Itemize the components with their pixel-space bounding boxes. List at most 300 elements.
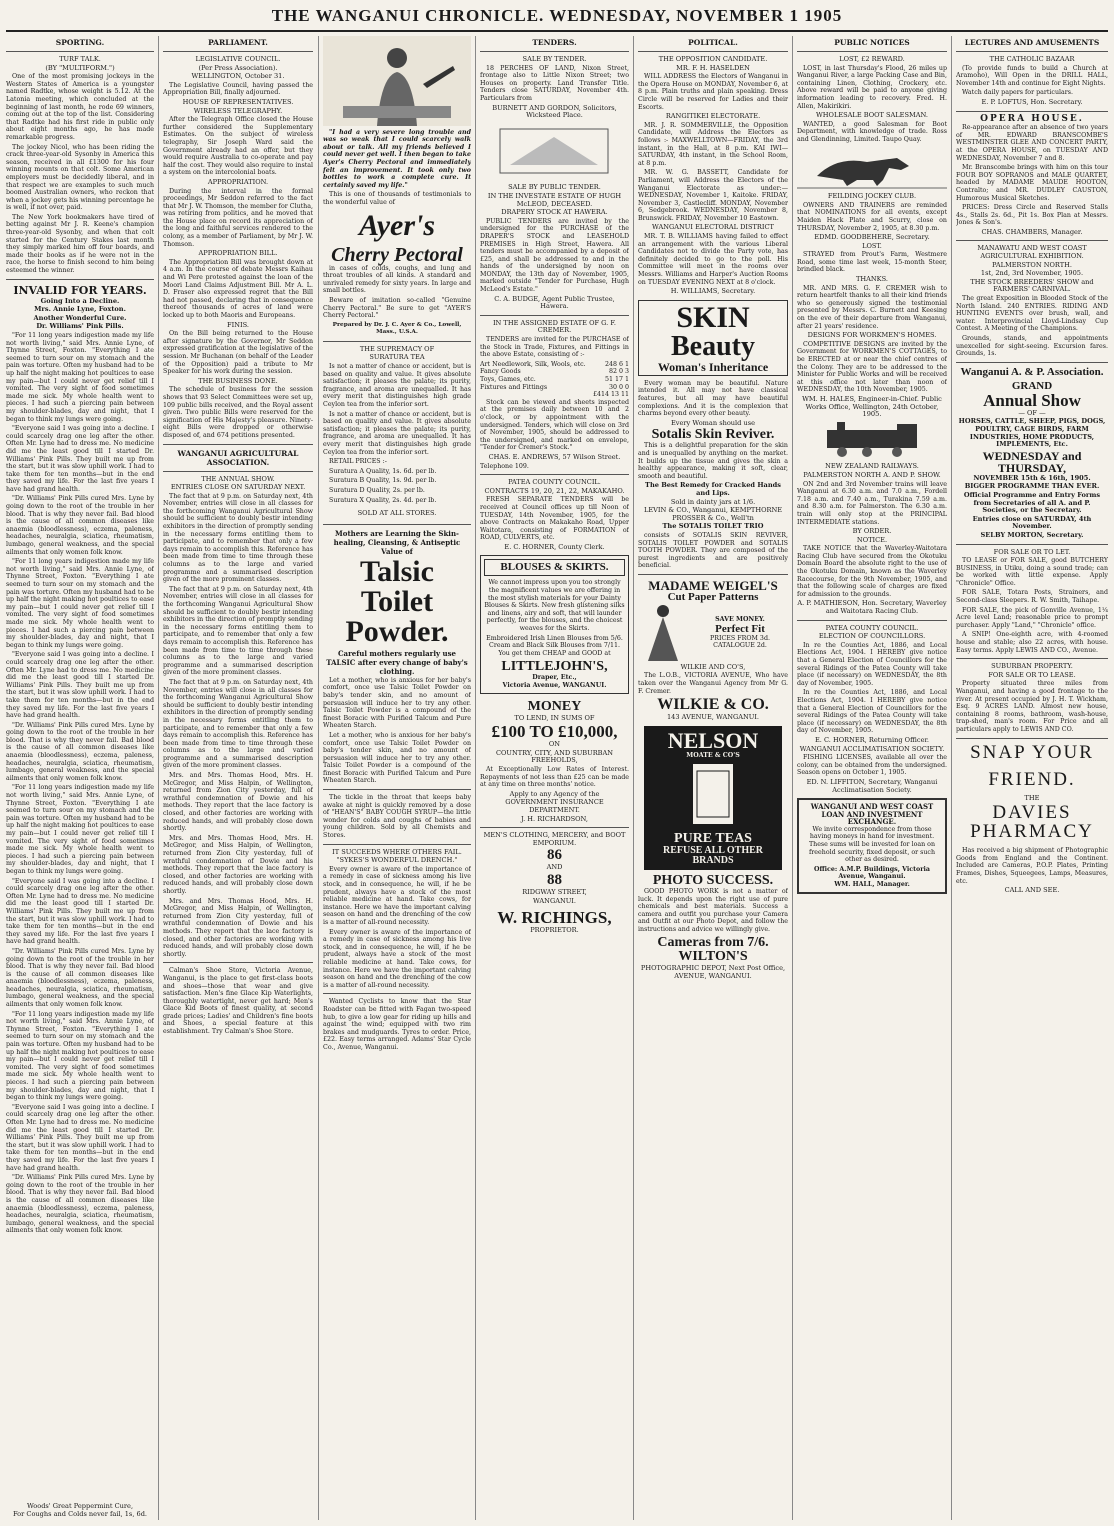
paragraph: Re-appearance after an absence of two years of MR. EDWARD BRANSCOMBE'S WESTMINSTER GLEE AND CONCERT PARTY, at the OPERA HOUSE, on TUESDAY AND WEDNESDAY, November 7 and 8. [956,124,1108,162]
ad-subtitle: Cut Paper Patterns [667,590,759,603]
paragraph: Beware of imitation so-called "Genuine Cherry Pectoral." Be sure to get "AYER'S Cherry Pectoral." [323,296,471,320]
subheading: WHOLESALE BOOT SALESMAN. [816,111,928,120]
loan-exchange-ad [797,798,947,894]
masthead: THE WANGANUI CHRONICLE. WEDNESDAY, NOVEMBER 1 1905 [271,6,843,25]
signature: SELBY MORTON, Secretary. [980,530,1084,539]
paragraph: Is not a matter of chance or accident, but is based on quality and value. It gives absolute satisfaction; it pleases the palate; its purity, fragrance, and aroma are unequalled. It has every merit that distinguishes high grade Ceylon tea from the inferior sort. [323,363,471,409]
ad-line: Office: A.M.P. Buildings, Victoria Avenue, Wanganui. [813,865,930,881]
subheading: Sold in dainty jars at 1/6. [670,497,756,506]
subheading: THE STOCK BREEDERS' SHOW and FARMERS' CARNIVAL. [970,277,1094,294]
brand-name: Toilet [360,584,434,618]
divider [323,844,471,845]
paragraph: FOR SALE, the pick of Gonville Avenue, 1¼ Acre level Land; reasonable price to prompt purchaser. Apply "Land," "Chronicle" office. [956,606,1108,629]
shop-name: LITTLEJOHN'S, [501,659,608,675]
paragraph: (To provide funds to build a Church at Aramoho), Will Open in the DRILL HALL, November 14th and continue for Eight Nights. [956,64,1108,87]
subheading: COUNTRY, CITY, AND SUBURBAN FREEHOLDS, [495,748,614,765]
paragraph: Let a mother, who is anxious for her baby's comfort, once use Talsic Toilet Powder on baby's tender skin, and no amount of persuasion will induce her to try any other. Talsic Toilet Powder is a compound of the finest Boracic with Purified Talcum and Pure Wheaten Starch. [323,731,471,785]
subheading: WANGANUI ACCLIMATISATION SOCIETY. [799,744,945,753]
divider [163,471,313,472]
divider [956,544,1108,545]
paragraph: The fact that at 9 p.m. on Saturday next, 4th November, entries will close in all classes for the forthcoming Wanganui Agricultural Show should be sufficient to doubly bestir intending exhibitors in the direction of promptly sending in the necessary forms entitling them to participate, and to remember that only a few days remain to accomplish this. Reference has been made from time to time through these columns as to the large and varied programme and a summarised description given of the more prominent classes. [163,678,313,770]
paragraph: Embroidered Irish Linen Blouses from 5/6. Cream and Black Silk Blouses from 7/11. You get them CHEAP and GOOD at [486,634,623,657]
skin-ad [638,300,788,376]
subheading: AND [546,863,563,872]
ad-subtitle: Dr. Williams' Pink Pills. [36,322,124,331]
subheading: BIGGER PROGRAMME THAN EVER. [964,482,1100,491]
divider [956,51,1108,52]
price-line: Suratura B Quality, 1s. 9d. per lb. [329,477,437,485]
shop-name: DAVIES [992,802,1072,824]
subheading: Apply to any Agency of the [509,789,600,798]
subheading: PALMERSTON NORTH. [992,260,1072,269]
subheading: DRAPERY STOCK AT HAWERA. [501,208,608,217]
subheading: PALMERSTON NORTH A. AND P. SHOW. [803,470,941,479]
brand-name: Ayer's [358,208,436,242]
subheading: LEGISLATIVE COUNCIL. [195,55,281,63]
blouses-ad [480,555,629,693]
ad-line: Perfect Fit [715,622,765,635]
subheading: IN THE ASSIGNED ESTATE OF G. F. CREMER. [492,318,617,335]
paragraph: TENDERS are invited for the PURCHASE of the Stock in Trade, Fixtures, and Fittings in the above Estate, consisting of :- [480,336,629,359]
paragraph: A SNIP! One-eighth acre, with 4-roomed house and stable; also 22 acres, with house. Easy terms. Apply LEWIS AND CO., Avenue. [956,631,1108,654]
brand-name: Talsic [360,554,434,588]
paragraph: GOOD PHOTO WORK is not a matter of luck. It depends upon the right use of pure chemicals and best materials. Success a camera and outfit you purchase your Camera and Outfit at our Photo Depot, and follow the instructions and advice we willingly give. [638,888,788,933]
paragraph: WILL ADDRESS the Electors of Wanganui in the Opera House on MONDAY, November 6, at 8 p.m. Plain truths and plain speaking. Dress Circle will be reserved for Ladies and their Escorts. [638,73,788,111]
masthead-rule [6,30,1108,32]
ad-title: Wanganui A. & P. Association. [960,365,1104,378]
paragraph: Property situated three miles from Wanganui, and having a good frontage to the river. At present occupied by J. H. T. Wickham, Esq. 9 ACRES LAND. Almost new house, containing 8 rooms, bathroom, wash-house, trap-shed, man's room. For Price and all particulars apply to LEWIS AND CO. [956,680,1108,733]
ad-title: SNAP YOUR [970,741,1094,763]
divider [323,524,471,525]
subheading: MEN'S CLOTHING, MERCERY, and BOOT EMPORIUM. [483,831,626,847]
subheading: Entries close on SATURDAY, 4th November. [972,514,1092,531]
column-tenders [480,36,629,1520]
subheading: SOLD AT ALL STORES. [357,509,437,518]
paragraph: "Dr. Williams' Pink Pills cured Mrs. Lyne by going down to the root of the trouble in her blood. That is why they never fail. Bad blood is the cause of all common diseases like anaemia (bloodlessness), eczema, paleness, headaches, neuralgia, sciatica, rheumatism, lumbago, general weakness, and the special ailments that only women folk know. [6,947,154,1009]
dress-figure-icon [638,603,688,663]
ad-title: GRAND [1011,379,1053,392]
item-value: 51 17 1 [604,376,629,383]
ad-title: BLOUSES & SKIRTS. [484,559,625,576]
pattern-ad [638,603,788,663]
racehorse-illustration [797,146,947,190]
paragraph: MR. T. B. WILLIAMS having failed to effect an arrangement with the various Liberal Candidates not to divide the Party vote, has definitely decided to go to the poll. His Committee will meet in the rooms over Messrs. Williams and Harper's Auction Rooms on TUESDAY EVENING NEXT at 8 o'clock. [638,233,788,286]
subheading: SALE BY TENDER. [522,55,587,63]
article-title: TURF TALK. [59,55,101,63]
paragraph: Mrs. and Mrs. Thomas Hood, Mrs. H. McGregor, and Miss Halpin, of Wellington, returned from Zion City yesterday, full of wrathful condemnation of Dowie and his methods. They report that the lace factory is closed, and other factories are working with reduced hands, and will probably close down shortly. [163,897,313,958]
paragraph: "For 11 long years indigestion made my life not worth living," said Mrs. Annie Lyne, of Thynne Street, Foxton. "Everything I ate seemed to turn sour on my stomach and the pain was torture. Often my husband had to be up half the night making hot poultices to ease my pain—but I could never get relief till I vomited. The very sight of food sometimes made me sick. My whole health went to pieces. I had such a piercing pain between my shoulder-blades, day and night, that I began to think my lungs were going. [6,1010,154,1102]
subheading: SALE BY PUBLIC TENDER. [508,183,601,192]
paragraph: PRICES: Dress Circle and Reserved Stalls 4s., Stalls 2s. 6d., Pit 1s. Box Plan at Messrs. Jones & Son's. [956,204,1108,227]
subheading: DESIGNS FOR WORKMEN'S HOMES. [807,331,937,340]
subheading: RANGITIKEI ELECTORATE. [665,112,761,121]
paragraph: in cases of colds, coughs, and lung and throat troubles of all kinds. A standard and unrivaled remedy for sixty years. In large and small bottles. [323,264,471,295]
shop-name: PHARMACY [970,821,1094,843]
paragraph: The fact that at 9 p.m. on Saturday next, 4th November, entries will close in all classes for the forthcoming Wanganui Agricultural Show should be sufficient to doubly bestir intending exhibitors in the direction of promptly sending in the necessary forms entitling them to participate, and to remember that only a few days remain to accomplish this. Reference has been made from time to time through these columns as to the large and varied programme and a summarised description given of the more prominent classes. [163,492,313,584]
price-line: Suratura A Quality, 1s. 6d. per lb. [329,467,437,475]
proprietor-name: W. RICHINGS, [497,908,612,928]
table-row [480,361,629,369]
paragraph: Watch daily papers for particulars. [962,89,1074,97]
divider [480,51,629,52]
paragraph: Calman's Shoe Store, Victoria Avenue, Wanganui, is the place to get first-class boots and shoes—those that wear and give satisfaction. Men's fine Glace Kip Waterlights, thoroughly watertight, never get hard; Men's Glace Kid Boots of finest quality, at second grade prices; Ladies' and Children's fine boots and Shoes, a special feature at this establishment. Try Calman's Shoe Store. [163,967,313,1036]
signature: H. WILLIAMS, Secretary. [670,287,756,296]
paragraph: Stock can be viewed and sheets inspected at the premises daily between 10 and 2 o'clock, or by appointment with the undersigned. Tenders, which will close on 3rd of November, 1905, should be addressed to the undersigned, and marked on envelope, "Tender for Cremer's Stock." [480,398,629,452]
subheading: HORSES, CATTLE, SHEEP, PIGS, DOGS, POULTRY, CAGE BIRDS, FARM INDUSTRIES, HOME PRODUCTS, IMPLEMENTS, Etc. [958,417,1106,449]
subheading: THE CATHOLIC BAZAAR [989,55,1075,63]
paragraph: Is not a matter of chance or accident, but is based on quality and value. It gives absolute satisfaction; it pleases the palate; its purity, fragrance, and aroma are unequalled. It has every merit that distinguishes high grade Ceylon tea from the inferior sort. [323,410,471,456]
subheading: FEILDING JOCKEY CLUB. [827,192,917,201]
subheading: THE OPPOSITION CANDIDATE. [658,55,768,63]
column-divider [633,36,634,1520]
subheading: IN THE INVESTATE ESTATE OF HUGH McLEOD, DECEASED. [487,191,622,208]
signature: E. C. HORNER, County Clerk. [504,542,605,551]
table-row [480,384,629,392]
paragraph: PUBLIC TENDERS are invited by the undersigned for the PURCHASE of the DRAPER'S STOCK and LEASEHOLD PREMISES in High Street, Hawera. All tenders must be accompanied by a deposit of £25, and shall be addressed to and in the hands of the undersigned by noon on MONDAY, the 13th day of November, 1905, marked outside "Tender for Purchase, Hugh McLeod's Estate." [480,217,629,294]
paragraph: Every woman may be beautiful. Nature intended it. All may not have classical features, but all may have beautiful complexions. And it is the complexion that charms beyond every other beauty. [638,379,788,418]
paragraph: In re the Counties Act, 1886, and Local Elections Act, 1904. I HEREBY give notice that a General Election of Councillors for the several Ridings of the Patea County will take place (if necessary) on WEDNESDAY, the 8th day of November, 1905. [797,641,947,687]
money-heading: MONEY [527,698,582,714]
divider [956,738,1108,739]
section-heading: TENDERS. [532,38,577,47]
divider [638,574,788,575]
divider [323,993,471,994]
paragraph: TO LEASE or FOR SALE, good BUTCHERY BUSINESS, in Utiku, doing a sound trade; can be worked with little expense. Apply "Chronicle" Office. [956,557,1108,587]
section-heading: SPORTING. [55,38,105,47]
column-political [638,36,788,1520]
byline: (BY "MULTIFORM.") [45,63,115,72]
divider [163,962,313,963]
subheading: NOTICE. [856,535,888,544]
ad-subtitle: Going Into a Decline. [40,296,120,305]
brand-line: REFUSE ALL OTHER BRANDS [662,845,764,867]
subheading: The SOTALIS TOILET TRIO [662,522,764,531]
paragraph: consists of SOTALIS SKIN REVIVER, SOTALIS TOILET POWDER and SOTALIS TOOTH POWDER. They are composed of the purest ingredients and are positively beneficial. [638,531,788,570]
subheading: THE BUSINESS DONE. [198,376,278,385]
subheading: FINIS. [227,320,249,329]
footer-ad: For Coughs and Colds never fail, 1s, 6d. [12,1510,148,1519]
paragraph: The Legislative Council, having passed the Appropriation Bill, finally adjourned. [163,81,313,97]
paragraph: OWNERS AND TRAINERS are reminded that NOMINATIONS for all events, except Maiden Hack Plate and Scurry, close on THURSDAY, November 2, 1905, at 8.30 p.m. [797,201,947,232]
ad-line: SAVE MONEY. [715,615,765,623]
column-sporting [6,36,154,1520]
signature: CHAS. CHAMBERS, Manager. [981,227,1083,236]
ad-line: WM. HALL, Manager. [834,881,910,889]
subheading: ENTRIES CLOSE ON SATURDAY NEXT. [170,483,306,492]
signature: EDMD. GOODBEHERE, Secretary. [814,233,930,242]
paragraph: This is one of thousands of testimonials to the wonderful value of [323,191,471,206]
table-row [480,368,629,376]
table-total: £414 13 11 [592,391,629,399]
paragraph: COMPETITIVE DESIGNS are invited by the Government for WORKMEN'S COTTAGES, to be ERECTED at or near the chief centres of the Colony. They are to be addressed to the Minister for Public Works and will be received at this office not later than noon of WEDNESDAY, the 10th November, 1905. [797,340,947,394]
paragraph: Every owner is aware of the importance of a remedy in case of sickness among his live stock, and in consequence, he will, if he be prudent, always have a stock of the most reliable medicine at hand. Take cows, for instance. Here we have the important calving season on hand and the drenching of the cow is a matter of all-round necessity. [323,865,471,926]
divider [163,444,313,445]
table-row [480,376,629,384]
paragraph: Mrs. and Mrs. Thomas Hood, Mrs. H. McGregor, and Miss Halpin, of Wellington, returned from Zion City yesterday, full of wrathful condemnation of Dowie and his methods. They report that the lace factory is closed, and other factories are working with reduced hands, and will probably close down shortly. [163,772,313,833]
ad-title: SKIN [676,300,750,334]
ad-title: FRIEND. [988,768,1076,790]
column-parliament [163,36,313,1520]
paragraph: This is a delightful preparation for the skin and is unequalled by anything on the market. It builds up the tissue and gives the skin a healthy appearance, making it soft, clear, smooth and beautiful. [638,442,788,480]
divider [323,341,471,342]
divider [956,658,1108,659]
paragraph: Every owner is aware of the importance of a remedy in case of sickness among his live stock, and in consequence, he will, if he be prudent, always have a stock of the most reliable medicine at hand. Take cows, for instance. Here we have the important calving season on hand and the drenching of the cow is a matter of all-round necessity. [323,928,471,989]
paragraph: Grounds, stands, and appointments unexcelled for sight-seeing. Excursion fares. Grounds, 1s. [956,335,1108,358]
ad-title: Annual Show [983,390,1081,410]
paragraph: LOST, in last Thursday's Flood, 26 miles up Wanganui River, a large Packing Case and Bin, containing Linen, Clothing, Crockery, etc. Above reward will be paid to anyone giving information leading to recovery. Fred. H. Allen, Makirikiri. [797,64,947,110]
ad-subtitle: Mrs. Annie Lyne, Foxton. [34,305,126,314]
item-value: 82 0 3 [608,368,629,376]
signature: E. P. LOFTUS, Hon. Secretary. [981,97,1083,106]
subheading: LEVIN & CO., Wanganui, KEMPTHORNE PROSSER & Co., Well'tn [643,506,783,522]
subheading: WILKIE AND CO'S, [680,662,746,671]
divider [956,362,1108,363]
subheading: PROPRIETOR. [530,926,579,935]
locomotive-illustration [797,420,947,460]
subheading: J. H. RICHARDSON, [520,814,588,823]
paragraph: 18 PERCHES OF LAND, Nixon Street, frontage also to Little Nixon Street; two Houses on property. Land Transfer Title. Tenders close SATURDAY, November 4th. Particulars from [480,64,629,102]
divider [956,111,1108,112]
paragraph: We invite correspondence from those having moneys in hand for investment. These sums will be invested for loan on freehold security, fixed deposit, or such other as desired. [808,825,936,864]
item-value: 248 6 1 [604,360,629,368]
brand-name: NELSON [667,727,759,753]
subheading: TO LEND, IN SUMS OF [514,713,595,722]
item-label: Toys, Games, etc. [480,376,536,383]
preparer: Prepared by Dr. J. C. Ayer & Co., Lowell, Mass., U.S.A. [332,321,462,336]
item-label: Fancy Goods [480,368,521,376]
paragraph: Has received a big shipment of Photographic Goods from England and the Continent. Included are Cameras, P.O.P. Plates, Printing Frames, Dishes, Squeegees, Lamps, Measures, etc. [956,847,1108,885]
divider [797,51,947,52]
subheading: HOUSE OF REPRESENTATIVES. [182,97,294,106]
paragraph: "Everyone said I was going into a decline. I could scarcely drag one leg after the other. Often Mr. Lyne had to dress me. No medicine did me the least good till I started Dr. Williams' Pink Pills. They built me up from the start, but it was slow uphill work. I had to take them for ten months—but in the end they saved my life. For the last five years I have had grand health. [6,425,154,493]
ad-tagline: Careful mothers regularly use TALSIC after every change of baby's clothing. [326,648,468,676]
paragraph: In re the Counties Act, 1886, and Local Elections Act, 1904. I HEREBY give notice that a General Election of Councillors for the several Ridings of the Patea County will take place (if necessary) on WEDNESDAY, the 8th day of November, 1905. [797,689,947,735]
subheading: THE SUPREMACY OF [359,344,435,353]
subheading: ELECTION OF COUNCILLORS. [818,632,926,641]
paragraph: "Everyone said I was going into a decline. I could scarcely drag one leg after the other. Often Mr. Lyne had to dress me. No medicine did me the least good till I started Dr. Williams' Pink Pills. They built me up from the start, but it was slow uphill work. I had to take them for ten months—but in the end they saved my life. For the last five years I have had grand health. [6,877,154,946]
subheading: APPROPRIATION BILL. [198,249,278,258]
divider [163,51,313,52]
paragraph: The Appropriation Bill was brought down at 4 a.m. In the course of debate Messrs Kaihau and Wi Pere protested against the loan of the Moori Land Claims Adjustment Bill. Mr A. L. D. Fraser also expressed regret that the Bill had not passed, declaring that in consequence thereof thousands of acres of land were locked up to both Maoris and Europeans. [163,258,313,319]
ad-subtitle: Another Wonderful Cure. [33,313,127,322]
subheading: GOVERNMENT INSURANCE DEPARTMENT. [505,798,604,814]
subheading: — OF — [1018,408,1046,417]
column-divider [158,36,159,1520]
subheading: LOST, £2 REWARD. [839,55,905,63]
subheading: THANKS. [856,275,888,284]
subheading: PATEA COUNTY COUNCIL. [508,478,601,487]
subheading: Every Woman should use [670,418,756,427]
subheading: 1st, 2nd, 3rd November, 1905. [980,269,1084,278]
subheading: NEW ZEALAND RAILWAYS. [825,462,919,471]
subheading: WANGANUI. [532,896,577,905]
signature: C. A. BUDGE, Agent Public Trustee, Hawera. [494,294,615,311]
divider [6,279,154,280]
item-label: Art Needlework, Silk, Wools, etc. [480,360,586,368]
ad-line: PRICES FROM 3d. CATALOGUE 2d. [710,634,770,650]
paragraph: "Dr. Williams' Pink Pills cured Mrs. Lyne by going down to the root of the trouble in her blood. That is why they never fail. Bad blood is the cause of all common diseases like anaemia (bloodlessness), eczema, paleness, headaches, neuralgia, sciatica, rheumatism, lumbago, general weakness, and the special ailments that only women folk know. [6,495,154,556]
paragraph: During the interval in the formal proceedings, Mr Seddon referred to the fact that Mr J. W. Thomson, the member for Clutha, was retiring from politics, and he moved that the House place on record its appreciation of the long and faithful services rendered to the colony, as a member of Parliament, by Mr J. W. Thomson. [163,187,313,248]
column-divider [951,36,952,1520]
subheading: 143 AVENUE, WANGANUI. [666,713,760,722]
product-name: Sotalis Skin Reviver. [651,427,775,443]
paragraph: "Dr. Williams' Pink Pills cured Mrs. Lyne by going down to the root of the trouble in her blood. That is why they never fail. Bad blood is the cause of all common diseases like anaemia (bloodlessness), eczema, paleness, headaches, neuralgia, sciatica, rheumatism, lumbago, general weakness, and the special ailments that only women folk know. [6,721,154,782]
paragraph: Mr. Branscombe brings with him on this tour FOUR BOY SOPRANOS and MALE QUARTET, headed by MADAME MAUDE HOOTON, Contralto; and MR. DUDLEY CAUSTON, Humorous Musical Sketches. [956,164,1108,202]
paragraph: FOR SALE, Totara Posts, Strainers, and Second-class Sleepers. R. W. Smith, Taihape. [956,589,1108,605]
paragraph: "Everyone said I was going into a decline. I could scarcely drag one leg after the other. Often Mr. Lyne had to dress me. No medicine did me the least good till I started Dr. Williams' Pink Pills. They built me up from the start, but it was slow uphill work. I had to take them for ten months—but in the end they saved my life. For the last five years I have had grand health. [6,651,154,720]
subheading: AVENUE, WANGANUI. [674,972,752,981]
signature: A. P. MATHIESON, Hon. Secretary, Waverley and Waitotara Racing Club. [797,599,947,616]
paragraph: "For 11 long years indigestion made my life not worth living," said Mrs. Annie Lyne, of Thynne Street, Foxton. "Everything I ate seemed to turn sour on my stomach and the pain was torture. Often my husband had to be up half the night making hot poultices to ease my pain—but I could never get relief till I vomited. The very sight of food sometimes made me sick. My whole health went to pieces. I had such a piercing pain between my shoulder-blades, day and night, that I began to think my lungs were going. [6,558,154,649]
paragraph: Mrs. and Mrs. Thomas Hood, Mrs. H. McGregor, and Miss Halpin, of Wellington, returned from Zion City yesterday, full of wrathful condemnation of Dowie and his methods. They report that the lace factory is closed, and other factories are working with reduced hands, and will probably close down shortly. [163,834,313,895]
section-heading: POLITICAL. [688,38,738,47]
shop-name: WILKIE & CO. [657,696,769,714]
footer-ad: Woods' Great Peppermint Cure, [26,1501,134,1510]
subheading: APPROPRIATION. [207,177,269,186]
subheading: (Per Press Association). [198,63,278,72]
column-ads-1 [323,36,471,1520]
paragraph: At Exceptionally Low Rates of Interest. Repayments of not less than £25 can be made at any time on three months' notice. [480,765,629,789]
paragraph: WANTED, a good Salesman for Boot Department, with knowledge of trade. Ross and Glendinning, Limited. Taupo Quay. [797,120,947,143]
section-heading: PARLIAMENT. [208,38,268,47]
paragraph: STRAYED from Prout's Farm, Westmere Road, some time last week, 15-month Steer, brindled black. [797,251,947,274]
nelson-tea-ad [644,726,782,870]
paragraph: Let a mother, who is anxious for her baby's comfort, once use Talsic Toilet Powder on baby's tender skin, and no amount of persuasion will induce her to try any other. Talsic Toilet Powder is a compound of the finest Boracic with Purified Talcum and Pure Wheaten Starch. [323,676,471,730]
paragraph: On the Bill being returned to the House after signature by the Governor, Mr Seddon expressed gratification at the legislative of the session. Mr Buchanan (on behalf of the Leader of the Opposition) paid a tribute to Mr Speaker for his work during the session. [163,330,313,376]
item-label: Fixtures and Fittings [480,383,548,391]
ad-title: WANGANUI AND WEST COAST LOAN AND INVESTMENT EXCHANGE. [810,802,934,827]
subheading: "SYKES'S WONDERFUL DRENCH." [336,856,458,865]
section-heading: LECTURES AND AMUSEMENTS [964,38,1100,47]
subheading: PHOTOGRAPHIC DEPOT, Next Post Office, [640,963,786,972]
subheading: SUBURBAN PROPERTY. [991,662,1073,671]
ad-title: Beauty [671,330,755,362]
paragraph: MR. W. G. BASSETT, Candidate for Parliament, will Address the Electors of the Wanganui Electorate as under:— WEDNESDAY, November 1, Kaitoke. FRIDAY, November 3, Castlecliff. MONDAY, November 6, Sedgebrook. WEDNESDAY, November 8, Brunswick. FRIDAY, November 10 Eastown. [638,169,788,222]
ad-subtitle: Woman's Inheritance [657,359,769,374]
patient-illustration [323,36,471,126]
price-line: Suratura X Quality, 2s. 4d. per lb. [329,496,437,504]
shop-name: WILTON'S [678,948,748,964]
subheading: CALL AND SEE. [1004,886,1060,895]
price-line: Suratura D Quality, 2s. per lb. [329,486,425,494]
subheading: WIRELESS TELEGRAPHY. [193,106,283,115]
shop-line: Draper, Etc., [532,674,577,682]
article-heading: WANGANUI AGRICULTURAL ASSOCIATION. [177,448,299,467]
subheading: FOR SALE OR TO LET. [993,547,1071,556]
subheading: LOST. [862,241,882,250]
divider [323,789,471,790]
paragraph: The L.O.B., VICTORIA AVENUE, Who have taken over the Wanganui Agency from Mr G. F. Cremer. [638,672,788,695]
paragraph: "Everyone said I was going into a decline. I could scarcely drag one leg after the other. Often Mr. Lyne had to dress me. No medicine did me the least good till I started Dr. Williams' Pink Pills. They built me up from the start, but it was slow uphill work. I had to take them for ten months—but in the end they saved my life. For the last five years I have had grand health. [6,1103,154,1172]
paragraph: Wanted Cyclists to know that the Star Roadster can be fitted with Fagan two-speed hub, to give a low gear for riding up hills and against the wind; equipped with two rim brakes and mudguards. Tyres to order. Price, £22. Easy terms arranged. Adams' Star Cycle Co., Avenue, Wanganui. [323,998,471,1051]
column-divider [318,36,319,1520]
paragraph: The tickle in the throat that keeps baby awake at night is quickly removed by a dose of "HEAN'S" BABY COUGH SYRUP—the little wonder for colds and coughs of babies and young children. Sold by all Chemists and Stores. [323,794,471,840]
paragraph: One of the most promising jockeys in the Western States of America is a youngster named Radtke, whose weight is 5.12. At the Latonia meeting, which concluded at the beginning of last month, he rode 69 winners, coming out at the top of the list. Considering that Radtke had his first ride in public only about eight months ago, he has made remarkable progress. [6,73,154,141]
brand-name: Powder. [345,614,449,648]
subheading: Official Programme and Entry Forms from Secretaries of all A. and P. Societies, or the Secretary. [963,490,1101,515]
paragraph: We cannot impress upon you too strongly the magnificent values we are offering in the most stylish materials for your Dainty Blouses & Skirts. New fresh glistening silks and linens, airy and soft, that will launder perfectly, for the blouses, and the choicest weaves for the Skirts. [484,579,625,633]
subheading: FOR SALE OR TO LEASE. [988,670,1076,679]
money-amount: £100 TO £10,000, [491,722,618,742]
paragraph: The jockey Nicol, who has been riding the crack three-year-old Sysonby in America this season, received in all £1300 for his four winning mounts on that colt. Some American employers must be decidedly liberal, and in that respect we are examples to such much boomed Australian owners, who reckon that when a jockey gets his winning percentage he is well, if not over, paid. [6,143,154,212]
paragraph: The schedule of business for the session shows that 93 Select Committees were set up, 109 public bills received, and the Royal assent given. Two public Bills were reserved for the signification of His Majesty's pleasure. Ninety-eight Bills were dropped or otherwise disposed of, and 674 petitions presented. [163,386,313,439]
tea-packet-icon [663,759,763,829]
paragraph: MR. AND MRS. G. F. CREMER wish to return heartfelt thanks to all their kind friends who so generously signed the testimonial presented by Messrs. C. Burnett and Keesing on the eve of their departure from Wanganui, after 21 years' residence. [797,284,947,330]
ad-title: PHOTO SUCCESS. [652,873,774,889]
signature: E. C. HORNER, Returning Officer. [814,735,930,744]
paragraph: "Dr. Williams' Pink Pills cured Mrs. Lyne by going down to the root of the trouble in her blood. That is why they never fail. Bad blood is the cause of all common diseases like anaemia (bloodlessness), eczema, paleness, headaches, neuralgia, sciatica, rheumatism, lumbago, general weakness, and the special ailments that only women folk know. [6,1174,154,1235]
subheading: PATEA COUNTY COUNCIL. [825,623,919,632]
paragraph: The great Exposition in Blooded Stock of the North Island. 240 ENTRIES. RIDING AND HUNTING EVENTS over brush, wall, and water. Interprovincial Lloyd-Lindsay Cup Contest. A Meeting of the Champions. [956,295,1108,333]
subheading: MR. F. H. HASELDEN [676,63,750,72]
brand-name: Cherry Pectoral [331,243,463,266]
divider [797,620,947,621]
subheading: MANAWATU AND WEST COAST AGRICULTURAL EXHIBITION. [977,244,1087,261]
dateline: WELLINGTON, October 31. [191,72,285,81]
ad-title: MADAME WEIGEL'S [648,577,778,593]
signature: ED. N. LIFFITON, Secretary, Wanganui Acclimatisation Society. [806,777,938,794]
paragraph: TAKE NOTICE that the Waverley-Waitotara Racing Club have secured from the Okotuku Domain Board the absolute right to the use of the Okotuku Domain, known as the Waverley Racecourse, for the 9th November, 1905, and that the following scale of charges are fixed for admission to the grounds. [797,545,947,598]
signature: CHAS. E. ANDREWS, 57 Wilson Street. [488,452,621,461]
divider [638,51,788,52]
column-divider [792,36,793,1520]
paragraph: RETAIL PRICES :- [329,458,387,466]
subheading: RIDGWAY STREET, [522,887,587,896]
testimonial-quote: "I had a very severe long trouble and was so weak that I could scarcely walk about or talk. All my friends believed I could never get well. I then began to take Ayer's Cherry Pectoral and immediately felt an improvement. It took only two bottles to work a complete cure. It certainly saved my life." [323,128,471,189]
ad-title: Cameras from 7/6. [657,934,769,950]
subheading: THE [1024,793,1040,802]
paragraph: After the Telegraph Office closed the House further considered the Supplementary Estimates. On the subject of wireless telegraphy, Sir Joseph Ward said the Government already had an offer, but they would require Australia to co-operate and pay half the cost. They would also require to instal a system on the intercolonial boats. [163,116,313,177]
street-number: 86 [547,847,562,864]
ad-date: WEDNESDAY and THURSDAY, [982,448,1082,475]
divider [956,240,1108,241]
subheading: THE ANNUAL SHOW. [201,474,275,483]
ad-title: INVALID FOR YEARS. [13,283,147,297]
shop-line: Victoria Avenue, WANGANUI. [502,682,607,689]
signature: WM. H. HALES, Engineer-in-Chief. Public Works Office, Wellington, 24th October, 1905. [802,394,942,419]
paragraph: "For 11 long years indigestion made my life not worth living," said Mrs. Annie Lyne, of Thynne Street, Foxton. "Everything I ate seemed to turn sour on my stomach and the pain was torture. Often my husband had to be up half the night making hot poultices to ease my pain—but I could never get relief till I vomited. The very sight of food sometimes made me sick. My whole health went to pieces. I had such a piercing pain between my shoulder-blades, day and night, that I began to think my lungs were going. [6,784,154,875]
paragraph: "For 11 long years indigestion made my life not worth living," said Mrs. Annie Lyne, of Thynne Street, Foxton. "Everything I ate seemed to turn sour on my stomach and the pain was torture. Often my husband had to be up half the night making hot poultices to ease my pain—but I could never get relief till I vomited. The very sight of food sometimes made me sick. My whole health went to pieces. I had such a piercing pain between my shoulder-blades, day and night, that I began to think my lungs were going. [6,332,154,423]
paragraph: MR. J. R. SOMMERVILLE, the Opposition Candidate, will Address the Electors as follows :- MAXWELLTOWN—FRIDAY, the 3rd instant, in the Hall, at 8 p.m. KAI IWI—SATURDAY, 4th instant, in the School Room, at 8 p.m. [638,121,788,167]
subheading: SURATURA TEA [369,353,425,362]
subheading: The Best Remedy for Cracked Hands and Lips. [645,481,781,497]
subheading: ON [548,740,561,749]
brand-line: PURE TEAS [674,831,752,847]
brand-line: MOATE & CO'S [686,751,740,759]
paragraph: FISHING LICENSES, available all over the colony, can be obtained from the undersigned. Season opens on October 1, 1905. [797,754,947,777]
ad-tagline: Mothers are Learning the Skin-healing, Cleansing, & Antiseptic Value of [333,528,461,556]
subheading: NOVEMBER 15th & 16th, 1905. [973,473,1091,482]
signature: BURNETT AND GORDON, Solicitors, Wicksteed Place. [492,103,617,120]
column-public-notices [797,36,947,1520]
divider [480,474,629,475]
paragraph: The fact that at 9 p.m. on Saturday next, 4th November, entries will close in all classes for the forthcoming Wanganui Agricultural Show should be sufficient to doubly bestir intending exhibitors in the direction of promptly sending in the necessary forms entitling them to participate, and to remember that only a few days remain to accomplish this. Reference has been made from time to time through these columns as to the large and varied programme and a summarised description given of the more prominent classes. [163,585,313,677]
subheading: WANGANUI ELECTORAL DISTRICT [652,223,774,232]
column-divider [475,36,476,1520]
paragraph: The New York bookmakers have tired of betting against Mr J. R. Keene's champion three-year-old Sysonby, and when that colt started for the Century Stakes last month they simply marked him off four boards, and made their books as if he were not in the race, the horse to finish second to him being esteemed the winner. [6,213,154,275]
subheading: CONTRACTS 19, 20, 21, 22, MAKAKAHO. [484,486,625,495]
divider [480,827,629,828]
item-value: 30 0 0 [608,383,629,391]
street-number: 88 [547,871,562,888]
signature: BY ORDER. [852,527,892,536]
paragraph: FRESH SEPARATE TENDERS will be received at Council offices up till Noon of TUESDAY, 14th November, 1905, for the above Contracts on Makakaho Road, Upper Waitotara, consisting of FORMATION of ROAD, CULVERTS, etc. [480,496,629,542]
telephone: Telephone 109. [480,462,529,470]
decorative-illustration [480,121,628,181]
divider [6,51,154,52]
column-lectures-amusements [956,36,1108,1520]
divider [480,315,629,316]
